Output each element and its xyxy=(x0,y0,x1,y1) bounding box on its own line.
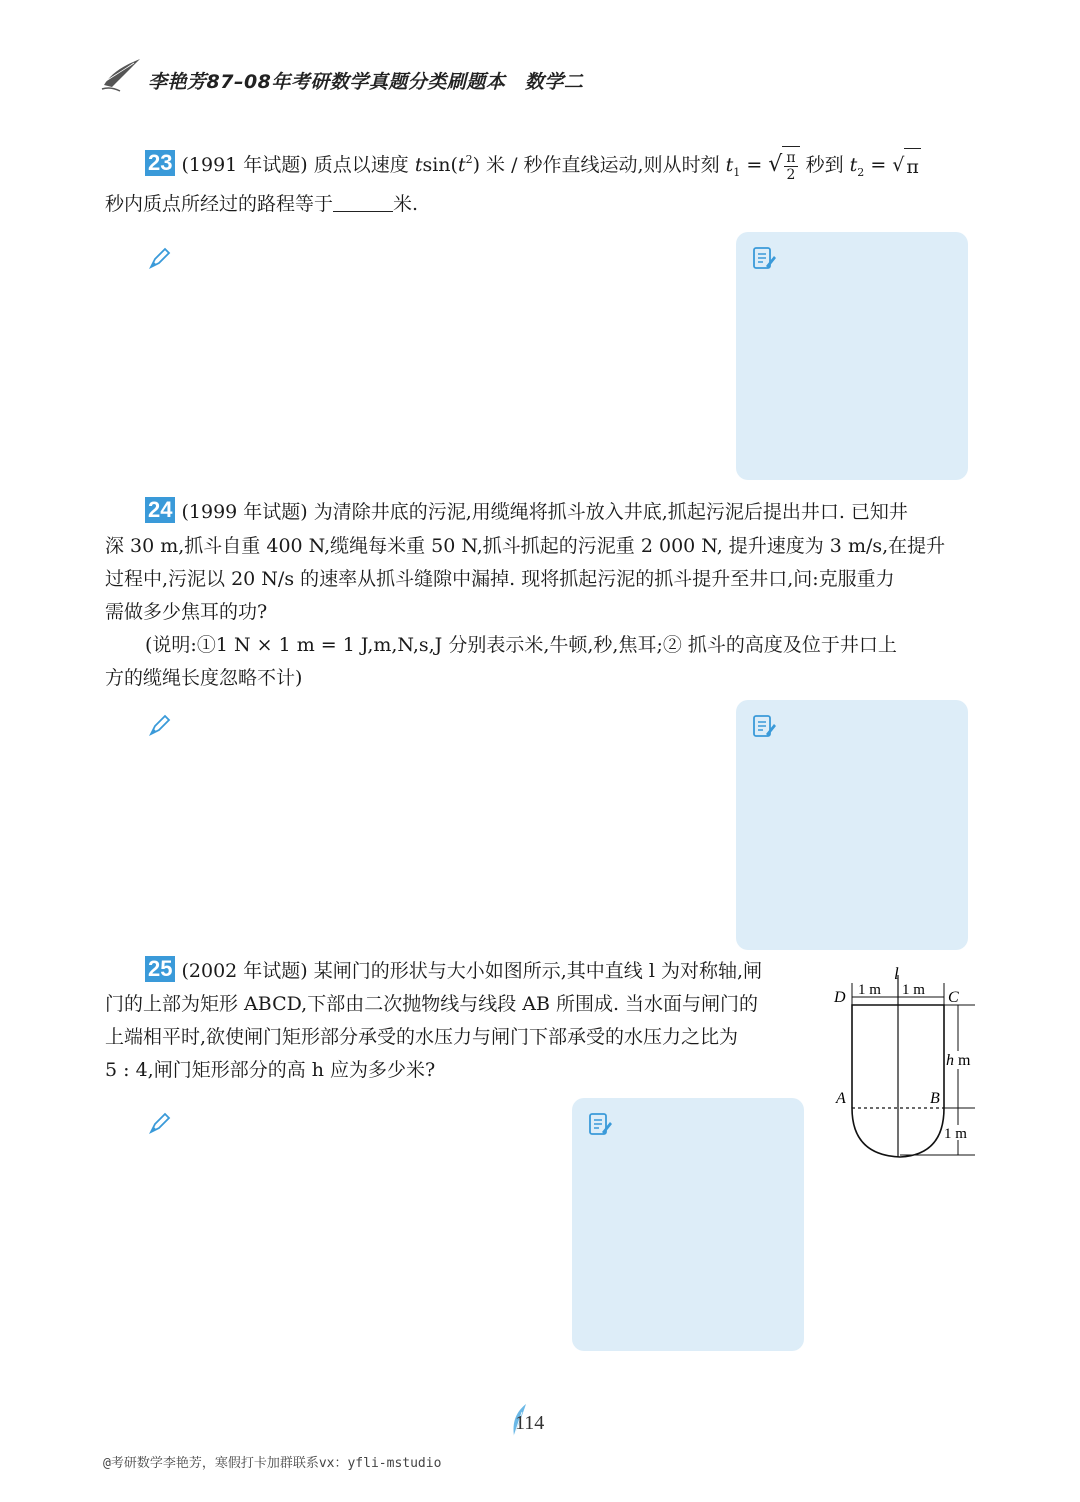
math-subscript: 2 xyxy=(857,166,865,179)
dim-bottom: 1 m xyxy=(944,1126,967,1142)
notepad-icon xyxy=(750,244,778,272)
question-line: 深 30 m,抓斗自重 400 N,缆绳每米重 50 N,抓斗抓起的污泥重 2 000 N, 提升速度为 3 m/s,在提升 xyxy=(105,535,946,557)
label-d: D xyxy=(834,989,846,1006)
notepad-icon xyxy=(750,712,778,740)
question-number: 23 xyxy=(145,150,175,176)
math-exponent: 2 xyxy=(465,153,473,166)
question-line: 过程中,污泥以 20 N/s 的速率从抓斗缝隙中漏掉. 现将抓起污泥的抓斗提升至井口,问:克服重力 xyxy=(105,568,895,590)
answer-blank[interactable] xyxy=(333,191,393,212)
gate-figure xyxy=(830,965,980,1160)
question-25 xyxy=(145,955,825,988)
question-23-line-2 xyxy=(105,188,418,221)
question-23 xyxy=(145,143,985,189)
question-line: (1999 年试题) 为清除井底的污泥,用缆绳将抓斗放入井底,抓起污泥后提出井口. 已知井 xyxy=(181,501,908,523)
question-number: 25 xyxy=(145,956,175,982)
question-text: 秒到 xyxy=(805,154,844,176)
question-note-line: 方的缆绳长度忽略不计) xyxy=(105,667,303,689)
question-line: 上端相平时,欲使闸门矩形部分承受的水压力与闸门下部承受的水压力之比为 xyxy=(105,1026,739,1048)
dim-h-var: h xyxy=(946,1052,954,1069)
math-var: t xyxy=(725,154,734,176)
notepad-icon xyxy=(586,1110,614,1138)
label-l: l xyxy=(894,965,899,983)
question-line: 需做多少焦耳的功? xyxy=(105,601,268,623)
header-title: 李艳芳87–08年考研数学真题分类刷题本 数学二 xyxy=(148,71,584,93)
math-subscript: 1 xyxy=(733,166,741,179)
question-25-body xyxy=(105,988,825,1087)
fraction-numerator: π xyxy=(786,149,796,166)
math-fn: sin( xyxy=(422,154,458,176)
label-a: A xyxy=(836,1090,846,1107)
math-paren: ) xyxy=(472,154,480,176)
question-line: 门的上部为矩形 ABCD,下部由二次抛物线与线段 AB 所围成. 当水面与闸门的 xyxy=(105,993,759,1015)
quill-logo-icon xyxy=(100,55,146,95)
math-var: t xyxy=(414,154,423,176)
question-number: 24 xyxy=(145,497,175,523)
math-equals: = xyxy=(870,154,887,176)
note-box[interactable] xyxy=(572,1098,804,1351)
dim-top-left: 1 m xyxy=(858,982,881,998)
question-line: (2002 年试题) 某闸门的形状与大小如图所示,其中直线 l 为对称轴,闸 xyxy=(181,960,762,982)
dim-top-right: 1 m xyxy=(902,982,925,998)
page-header xyxy=(100,55,980,95)
question-text: 秒内质点所经过的路程等于 xyxy=(105,193,334,215)
pen-icon xyxy=(147,1110,173,1136)
question-24-body xyxy=(105,530,985,695)
question-year: (1991 年试题) xyxy=(181,154,308,176)
dim-h-unit: m xyxy=(958,1052,971,1069)
question-24 xyxy=(145,496,985,529)
math-var: t xyxy=(457,154,466,176)
fraction-denominator: 2 xyxy=(786,166,796,183)
question-note-line: (说明:①1 N × 1 m = 1 J,m,N,s,J 分别表示米,牛顿,秒,焦耳;② 抓斗的高度及位于井口上 xyxy=(145,634,897,656)
question-text: 质点以速度 xyxy=(313,154,409,176)
question-text: 米. xyxy=(393,193,419,215)
math-equals: = xyxy=(746,154,763,176)
math-var: t xyxy=(849,154,858,176)
label-b: B xyxy=(930,1090,940,1107)
note-box[interactable] xyxy=(736,700,968,950)
note-box[interactable] xyxy=(736,232,968,480)
page-number: 114 xyxy=(515,1412,545,1434)
sqrt-expression: √ π xyxy=(892,148,921,184)
label-c: C xyxy=(948,989,959,1006)
sqrt-expression: √ $\frac{\pi}{2}$ xyxy=(768,146,799,183)
watermark-text: @考研数学李艳芳，寒假打卡加群联系vx：yfli-mstudio xyxy=(103,1456,442,1471)
pen-icon xyxy=(147,245,173,271)
question-text: 米 / 秒作直线运动,则从时刻 xyxy=(486,154,720,176)
pen-icon xyxy=(147,712,173,738)
sqrt-radicand: π xyxy=(904,148,921,184)
question-line: 5 : 4,闸门矩形部分的高 h 应为多少米? xyxy=(105,1059,436,1081)
